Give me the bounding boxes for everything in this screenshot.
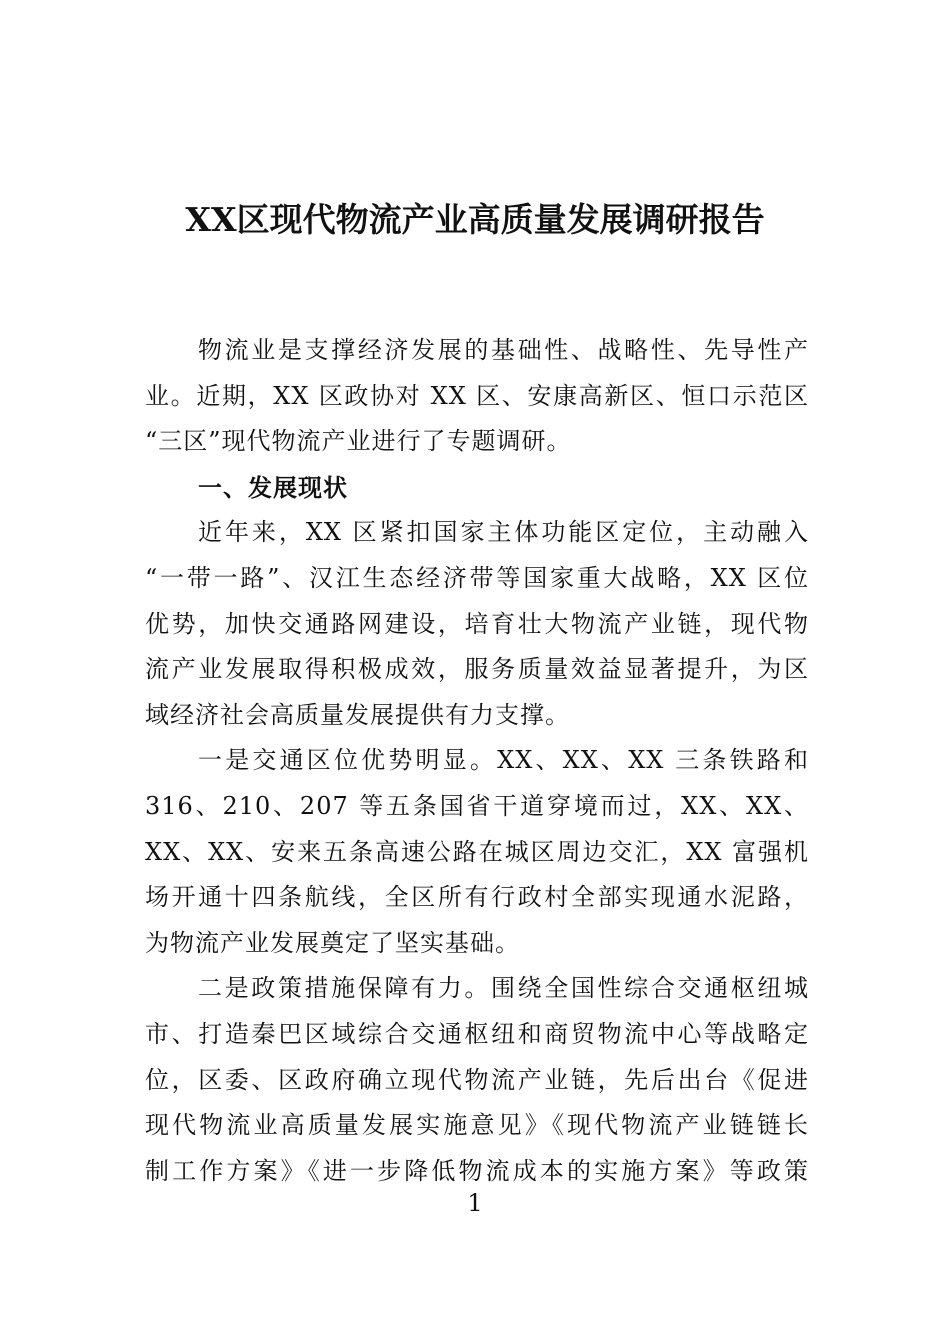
paragraph-line: 现代物流业高质量发展实施意见》《现代物流产业链链长 (145, 1111, 809, 1140)
paragraph-line: “一带一路”、汉江生态经济带等国家重大战略，XX 区位 (145, 563, 809, 592)
paragraph-line: 优势，加快交通路网建设，培育壮大物流产业链，现代物 (145, 609, 809, 638)
paragraph-line: 一是交通区位优势明显。XX、XX、XX 三条铁路和 (198, 746, 809, 775)
paragraph-line: 位，区委、区政府确立现代物流产业链，先后出台《促进 (145, 1065, 809, 1094)
paragraph-line: 市、打造秦巴区域综合交通枢纽和商贸物流中心等战略定 (145, 1019, 809, 1048)
document-title: XX区现代物流产业高质量发展调研报告 (185, 200, 765, 239)
paragraph-line: 316、210、207 等五条国省干道穿境而过，XX、XX、 (145, 791, 809, 820)
paragraph-line: 为物流产业发展奠定了坚实基础。 (145, 928, 520, 957)
paragraph-line: 近年来，XX 区紧扣国家主体功能区定位，主动融入 (198, 518, 809, 547)
paragraph-line: XX、XX、安来五条高速公路在城区周边交汇，XX 富强机 (145, 837, 809, 866)
paragraph-line: 制工作方案》《进一步降低物流成本的实施方案》等政策 (145, 1156, 809, 1185)
paragraph-line: 二是政策措施保障有力。围绕全国性综合交通枢纽城 (198, 974, 809, 1003)
paragraph-line: “三区”现代物流产业进行了专题调研。 (145, 427, 572, 456)
page-number: 1 (467, 1189, 483, 1217)
paragraph-line: 域经济社会高质量发展提供有力支撑。 (145, 700, 570, 729)
section-heading: 一、发展现状 (198, 472, 348, 502)
paragraph-line: 流产业发展取得积极成效，服务质量效益显著提升，为区 (145, 655, 809, 684)
document-body (145, 328, 809, 1194)
paragraph-line: 业。近期，XX 区政协对 XX 区、安康高新区、恒口示范区 (145, 381, 809, 410)
paragraph-line: 场开通十四条航线，全区所有行政村全部实现通水泥路， (145, 883, 809, 912)
paragraph-line: 物流业是支撑经济发展的基础性、战略性、先导性产 (198, 336, 809, 364)
